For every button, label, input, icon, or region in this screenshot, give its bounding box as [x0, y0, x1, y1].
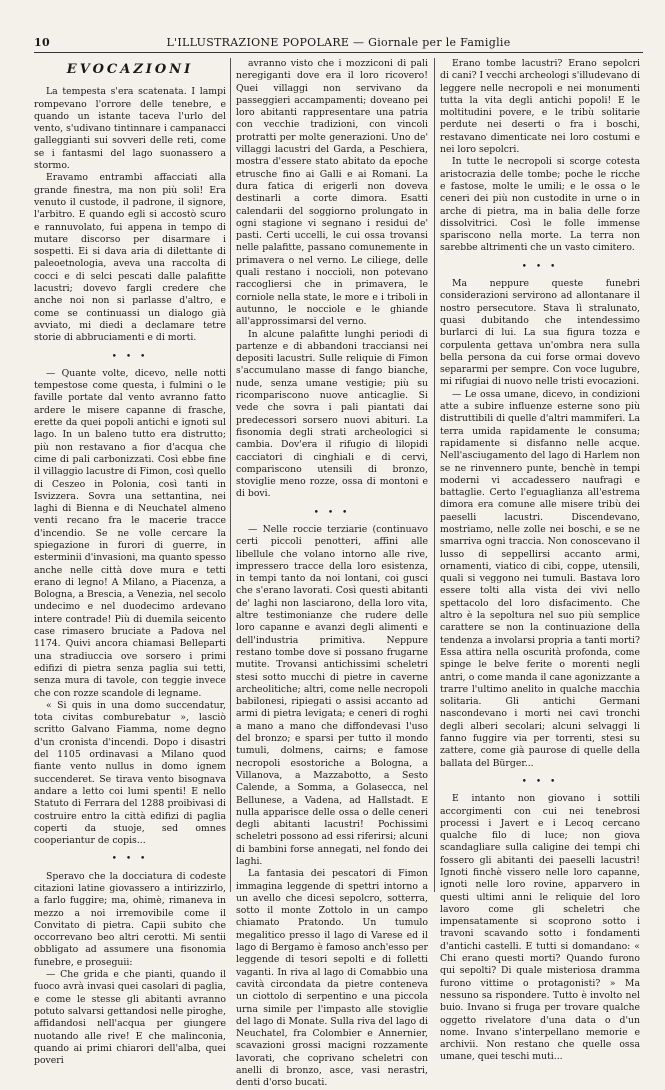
paragraph: La fantasia dei pescatori di Fimon immagina leggende di spettri intorno a un avello che dicesi sepolcro, sotterra, sotto il monte Zottolo in un campo chiamato Pratondo. Un tumulo megalitico presso il lago di Varese ed il lago di Bergamo è famoso anch'esso per leggende di tesori sepolti e di folletti vaganti. In riva al lago di Comabbio una cavità circondata da pietre conteneva un ciottolo di serpentino e una piccola urna simile per l'impasto alle stoviglie del lago di Monate. Sulla riva del lago di Neuchatel, fra Colombier e Annernier, scavazioni grossi macigni rozzamente lavorati, che coprivano scheletri con anelli di bronzo, asce, vasi nerastri, denti d'orso bucati. [236, 868, 428, 1089]
paragraph: avranno visto che i mozziconi di pali neregiganti dove era il loro ricovero! Quei villaggi non servivano da passeggieri accampamenti; doveano pei loro abitanti rappresentare una patria con vecchie tradizioni, con vincoli protratti per molte generazioni. Uno de' villaggi lacustri del Garda, a Peschiera, mostra d'essere stato abitato da epoche etrusche fino ai Galli e ai Romani. La dura fatica di erigerli non doveva destinarli a corte dimora. Esatti calendarii del soggiorno prolungato in ogni stagione vi segnano i residui de' pasti. Certi uccelli, le cui ossa trovansi nelle palafitte, passano comunemente in primavera o nel verno. Le ciliege, delle quali restano i noccioli, non potevano raccogliersi che in primavera, le corniole nella state, le more e i triboli in autunno, le nocciole e le ghiande all'approssimarsi del verno. [236, 58, 428, 328]
text-column-3 [440, 58, 640, 1063]
paragraph: In alcune palafitte lunghi periodi di partenze e di abbandoni tracciansi nei depositi lacustri. Sulle reliquie di Fimon s'accumulano masse di fango bianche, nude, senza umane vestigie; più su ricompariscono nuove anticaglie. Si vede che sovra i pali piantati dai predecessori sorsero nuovi abituri. La fisonomia degli strati archeologici si cambia. Dov'era il rifugio di lilopidi cacciatori di cinghiali e di cervi, compariscono utensili di bronzo, stoviglie meno rozze, ossa di montoni e di bovi. [236, 328, 428, 500]
page-header [34, 36, 643, 50]
section-separator: • • • [521, 776, 559, 787]
paragraph: — Le ossa umane, dicevo, in condizioni atte a subire influenze esterne sono più distruttibili di quelle d'altri mammiferi. La terra umida rapidamente le consuma; rapidamente si disfanno nelle acque. Nell'asciugamento del lago di Harlem non se ne rinvennero punte, benchè in tempi moderni vi accadessero naufragi e battaglie. Certo l'eguaglianza all'estrema dimora era comune alle misere tribù dei paeselli lacustri. Discendevano, mostriamo, nelle zolle nei boschi, e se ne smarriva ogni traccia. Non conoscevano il lusso di seppellirsi accanto armi, ornamenti, viatico di cibi, coppe, utensili, quali si veggono nei tumuli. Bastava loro essere tolti alla vista dei vivi nello spettacolo del loro disfacimento. Che altro è la sepoltura nel suo più semplice carattere se non la continuazione della tendenza a involarsi propria a tanti morti? Essa attira nella oscurità profonda, come spinge le belve ferite o morenti negli antri, o come manda il cane agonizzante a trarre l'ultimo anelito in qualche macchia solitaria. Gli antichi Germani nascondevano i morti nei cavi tronchi degli alberi secolari; alcuni selvaggi li fanno fuggire via per torrenti, stesi su zattere, come già paurose di quelle della ballata del Bürger... [440, 388, 640, 769]
paragraph: — Nelle roccie terziarie (continuavo certi piccoli penotteri, affini alle libellule che volano intorno alle rive, impressero tracce della loro esistenza, in tempi tanto da noi lontani, coi gusci che s'erano lavorati. Così questi abitanti de' laghi non lasciarono, della loro vita, altre testimonianze che rudere delle loro capanne e avanzi degli alimenti e dell'industria primitiva. Neppure restano tombe dove si possano frugarne mutite. Trovansi antichissimi scheletri stesi sotto mucchi di pietre in caverne archeolitiche; altri, come nelle necropoli babilonesi, ripiegati o assisi accanto ad armi di pietra levigata; e ceneri di roghi a mano a mano che diffondevasi l'uso del bronzo; e sparsi per tutto il mondo tumuli, dolmens, cairns; e famose necropoli esostoriche a Bologna, a Villanova, a Mazzabotto, a Sesto Calende, a Somma, a Golasecca, nel Bellunese, a Vadena, ad Hallstadt. E nulla apparisce delle ossa o delle ceneri degli abitanti lacustri! Pochissimi scheletri possono ad essi riferirsi; alcuni di bambini forse annegati, nel fondo dei laghi. [236, 523, 428, 867]
paragraph: In tutte le necropoli si scorge cotesta aristocrazia delle tombe; poche le ricche e fastose, molte le umili; e le ossa o le ceneri dei più non custodite in urne o in arche di pietra, ma in balia delle forze dissolvitrici. Così le folle immense spariscono nella morte. La terra non sarebbe altrimenti che un vasto cimitero. [440, 156, 640, 254]
paragraph: — Che grida e che pianti, quando il fuoco avrà invasi quei casolari di paglia, e come le stesse gli abitanti avranno potuto salvarsi gettandosi nelle piroghe, affidandosi nell'acqua per giungere nuotando alle rive! E che malinconia, quando ai primi chiarori dell'alba, quei poveri [34, 969, 226, 1067]
header-rule [34, 52, 643, 53]
paragraph: — Quante volte, dicevo, nelle notti tempestose come questa, i fulmini o le faville portate dal vento avranno fatto ardere le misere capanne di frasche, erette da quei popoli antichi e ignoti sul lago. In un baleno tutto era distrutto; più non restavano a fior d'acqua che cime di pali carbonizzati. Così ebbe fine il villaggio lacustre di Fimon, così quello di Ceszeo in Polonia, così tanti in Isvizzera. Sovra una settantina, nei laghi di Bienna e di Neuchatel almeno venti recano fra le macerie tracce d'incendio. Se ne volle cercare la spiegazione in furori di guerre, in esterminii d'invasioni, ma quanto spesso anche nelle città dove mura e tetti erano di legno! A Milano, a Piacenza, a Bologna, a Brescia, a Venezia, nel secolo undecimo e nel duodecimo ardevano intere contrade! Più di duemila seicento case rimasero bruciate a Padova nel 1174. Quivi ancora chiamasi Belleparti una stradiuccia ove sorsero i primi edifizi di pietra senza paglia sui tetti, senza mura di tavole, con teggie invece che con rozze scandole di legname. [34, 367, 226, 699]
page-number: 10 [34, 36, 50, 49]
paragraph: Speravo che la docciatura di codeste citazioni latine giovassero a intirizzirlo, a farlo fuggire; ma, ohimè, rimaneva in mezzo a noi irremovibile come il Convitato di pietra. Capii subito che occorrevano beo altri cerotti. Mi sentii obbligato ad assumere una fisonomia funebre, e proseguii: [34, 870, 226, 968]
paragraph: Ma neppure queste funebri considerazioni servirono ad allontanare il nostro persecutore. Stava lì stralunato, quasi dubitando che intendessimo burlarci di lui. La sua figura tozza e corpulenta gettava un'ombra nera sulla bella persona da cui forse ormai dovevo separarmi per sempre. Con voce lugubre, mi rifugiai di nuovo nelle tristi evocazioni. [440, 278, 640, 388]
text-column-1 [34, 58, 226, 1067]
section-separator: • • • [111, 854, 149, 865]
section-separator: • • • [313, 507, 351, 518]
paragraph: Eravamo entrambi affacciati alla grande finestra, ma non più soli! Era venuto il custode, il padrone, il signore, l'arbitro. E quando egli si accostò scuro e rannuvolato, fui appena in tempo di mutare discorso per disarmare i sospetti. Ei si dava aria di dilettante di paleoetnologia, aveva una raccolta di cocci e di selci pescati dalle palafitte lacustri; dovevo fargli credere che anche noi non si parlasse d'altro, e come se continuassi un dialogo già avviato, mi diedi a declamare tetre storie di abbruciamenti e di morti. [34, 172, 226, 344]
paragraph: E intanto non giovano i sottili accorgimenti con cui nei tenebrosi processi i Javert e i Lecoq cercano qualche filo di luce; non giova scandagliare sulla caligine dei tempi chi fossero gli abitanti dei paeselli lacustri! Ignoti finchè vissero nelle loro capanne, ignoti nelle loro rovine, apparvero in questi ultimi anni le reliquie del loro lavoro come gli scheletri che impensatamente si scoprono sotto i travoni scavando sotto i fondamenti d'antichi castelli. E tutti si domandano: « Chi erano questi morti? Quando furono qui sepolti? Di quale misteriosa dramma furono vittime o protagonisti? » Ma nessuno sa rispondere. Tutto è involto nel buio. Invano si fruga per trovare qualche oggetto rivelatore d'una data o d'un nome. Invano s'interpellano memorie e archivii. Non restano che quelle ossa umane, quei teschi muti... [440, 793, 640, 1063]
text-column-2 [236, 58, 428, 1089]
article-heading: EVOCAZIONI [66, 62, 194, 77]
paragraph: « Si quis in una domo succendatur, tota civitas comburebatur », lasciò scritto Galvano Fiamma, nome degno d'un cronista d'incendi. Dopo i disastri del 1105 ordinavasi a Milano quod fiante vento nullus in domo ignem succenderet. Se tirava vento bisognava andare a letto coi lumi spenti! E nello Statuto di Ferrara del 1288 proibivasi di costruire entro la città edifizi di paglia coperti da stuoje, sed omnes cooperiantur de copis... [34, 699, 226, 847]
section-separator: • • • [521, 261, 559, 272]
paragraph: La tempesta s'era scatenata. I lampi rompevano l'orrore delle tenebre, e quando un istante taceva l'urlo del vento, s'udivano tintinnare i campanacci galleggianti sui sovveri delle reti, come se i fantasmi del lago suonassero a stormo. [34, 86, 226, 172]
publication-title: L'ILLUSTRAZIONE POPOLARE — Giornale per le Famiglie [166, 36, 511, 49]
column-divider [434, 58, 435, 892]
section-separator: • • • [111, 351, 149, 362]
column-divider [230, 58, 231, 892]
paragraph: Erano tombe lacustri? Erano sepolcri di cani? I vecchi archeologi s'illudevano di leggere nelle necropoli e nei monumenti tutta la vita degli antichi popoli! E le moltitudini povere, e le tribù solitarie perdute nei deserti o fra i boschi, restavano dimenticate nei loro costumi e nei loro sepolcri. [440, 58, 640, 156]
